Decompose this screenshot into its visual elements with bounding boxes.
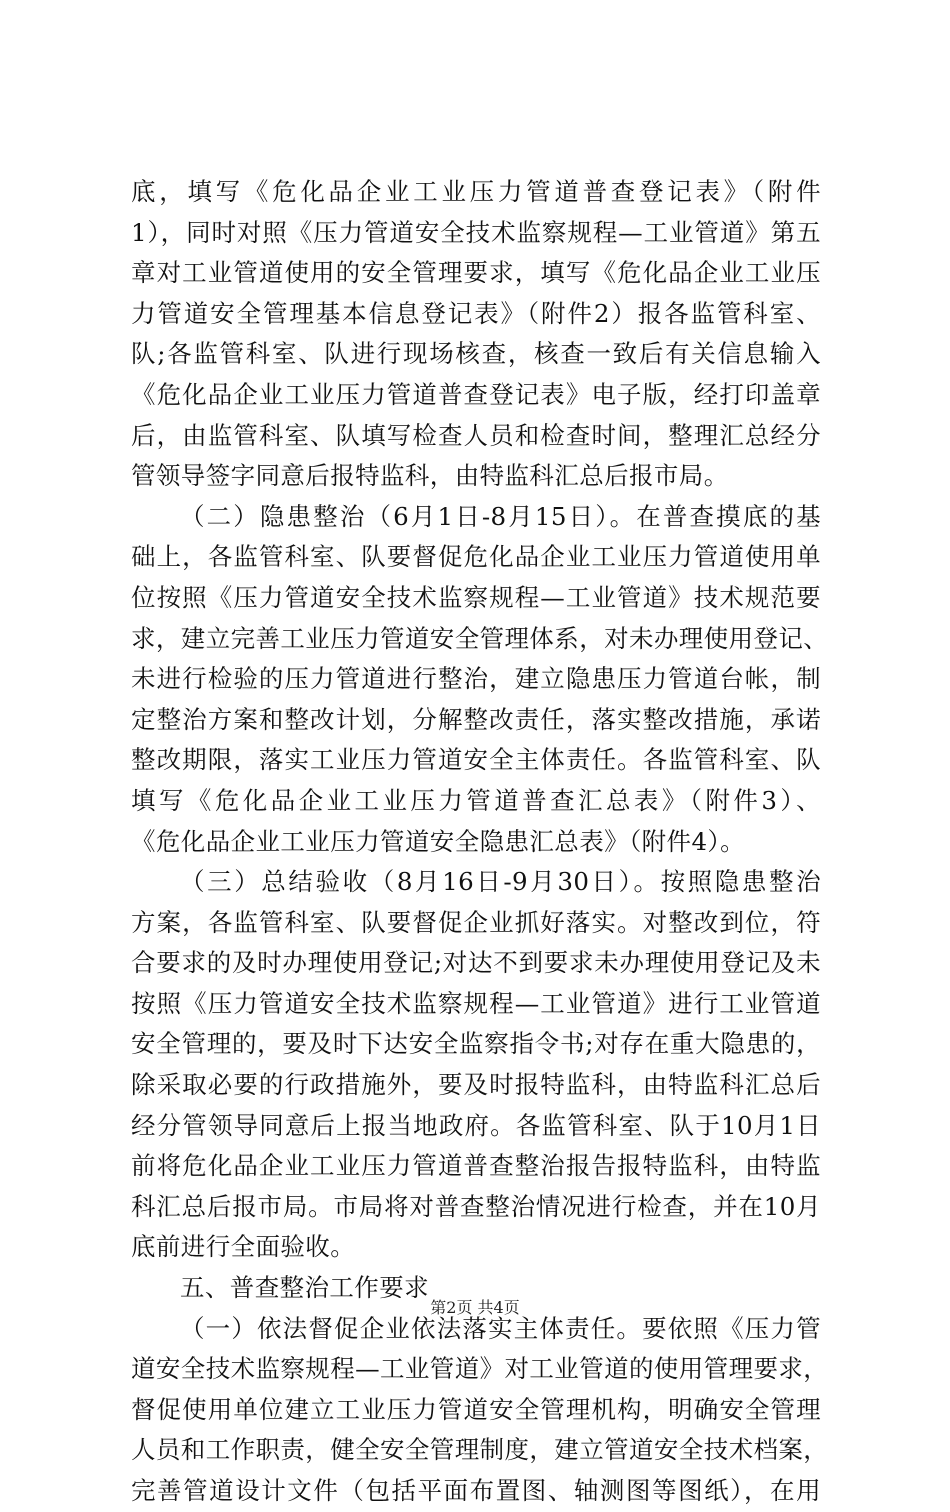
text-line: 章对工业管道使用的安全管理要求，填写《危化品企业工业压 bbox=[131, 258, 821, 288]
paragraph-heading-line: （三）总结验收（8月16日-9月30日）。按照隐患整治 bbox=[180, 867, 821, 897]
text-line: 础上，各监管科室、队要督促危化品企业工业压力管道使用单 bbox=[131, 542, 821, 572]
text-line: 合要求的及时办理使用登记;对达不到要求未办理使用登记及未 bbox=[131, 948, 821, 978]
text-line: 位按照《压力管道安全技术监察规程—工业管道》技术规范要 bbox=[131, 582, 821, 612]
text-line: 未进行检验的压力管道进行整治，建立隐患压力管道台帐，制 bbox=[131, 664, 821, 694]
text-line: 底前进行全面验收。 bbox=[131, 1232, 356, 1262]
text-line: 除采取必要的行政措施外，要及时报特监科，由特监科汇总后 bbox=[131, 1070, 821, 1100]
text-line: 前将危化品企业工业压力管道普查整治报告报特监科，由特监 bbox=[131, 1151, 821, 1181]
paragraph-heading-line: （一）依法督促企业依法落实主体责任。要依照《压力管 bbox=[180, 1313, 821, 1343]
text-line: 按照《压力管道安全技术监察规程—工业管道》进行工业管道 bbox=[131, 988, 821, 1018]
text-line: 1），同时对照《压力管道安全技术监察规程—工业管道》第五 bbox=[131, 217, 821, 247]
text-line: 《危化品企业工业压力管道安全隐患汇总表》（附件4）。 bbox=[131, 826, 745, 856]
text-line: 方案，各监管科室、队要督促企业抓好落实。对整改到位，符 bbox=[131, 907, 821, 937]
text-line: 管领导签字同意后报特监科，由特监科汇总后报市局。 bbox=[131, 461, 729, 491]
text-line: 整改期限，落实工业压力管道安全主体责任。各监管科室、队 bbox=[131, 745, 821, 775]
text-line: 力管道安全管理基本信息登记表》（附件2）报各监管科室、 bbox=[131, 298, 821, 328]
paragraph-heading-line: （二）隐患整治（6月1日-8月15日）。在普查摸底的基 bbox=[180, 501, 821, 531]
text-line: 完善管道设计文件（包括平面布置图、轴测图等图纸），在用 bbox=[131, 1476, 821, 1505]
text-line: 求，建立完善工业压力管道安全管理体系，对未办理使用登记、 bbox=[131, 623, 829, 653]
text-line: 安全管理的，要及时下达安全监察指令书;对存在重大隐患的， bbox=[131, 1029, 821, 1059]
text-line: 队;各监管科室、队进行现场核查，核查一致后有关信息输入 bbox=[131, 339, 821, 369]
page-number-footer: 第2页 共4页 bbox=[430, 1298, 520, 1317]
text-line: 道安全技术监察规程—工业管道》对工业管道的使用管理要求， bbox=[131, 1354, 829, 1384]
text-line: 经分管领导同意后上报当地政府。各监管科室、队于10月1日 bbox=[131, 1110, 821, 1140]
text-line: 底，填写《危化品企业工业压力管道普查登记表》（附件 bbox=[131, 177, 821, 206]
text-line: 定整治方案和整改计划，分解整改责任，落实整改措施，承诺 bbox=[131, 704, 821, 734]
text-line: 填写《危化品企业工业压力管道普查汇总表》（附件3）、 bbox=[131, 785, 821, 815]
section-heading: 五、普查整治工作要求 bbox=[180, 1273, 429, 1303]
text-line: 人员和工作职责，健全安全管理制度，建立管道安全技术档案， bbox=[131, 1435, 829, 1465]
text-line: 后，由监管科室、队填写检查人员和检查时间，整理汇总经分 bbox=[131, 420, 821, 450]
text-line: 科汇总后报市局。市局将对普查整治情况进行检查，并在10月 bbox=[131, 1191, 821, 1221]
text-line: 《危化品企业工业压力管道普查登记表》电子版，经打印盖章 bbox=[131, 379, 821, 409]
text-line: 督促使用单位建立工业压力管道安全管理机构，明确安全管理 bbox=[131, 1394, 821, 1424]
